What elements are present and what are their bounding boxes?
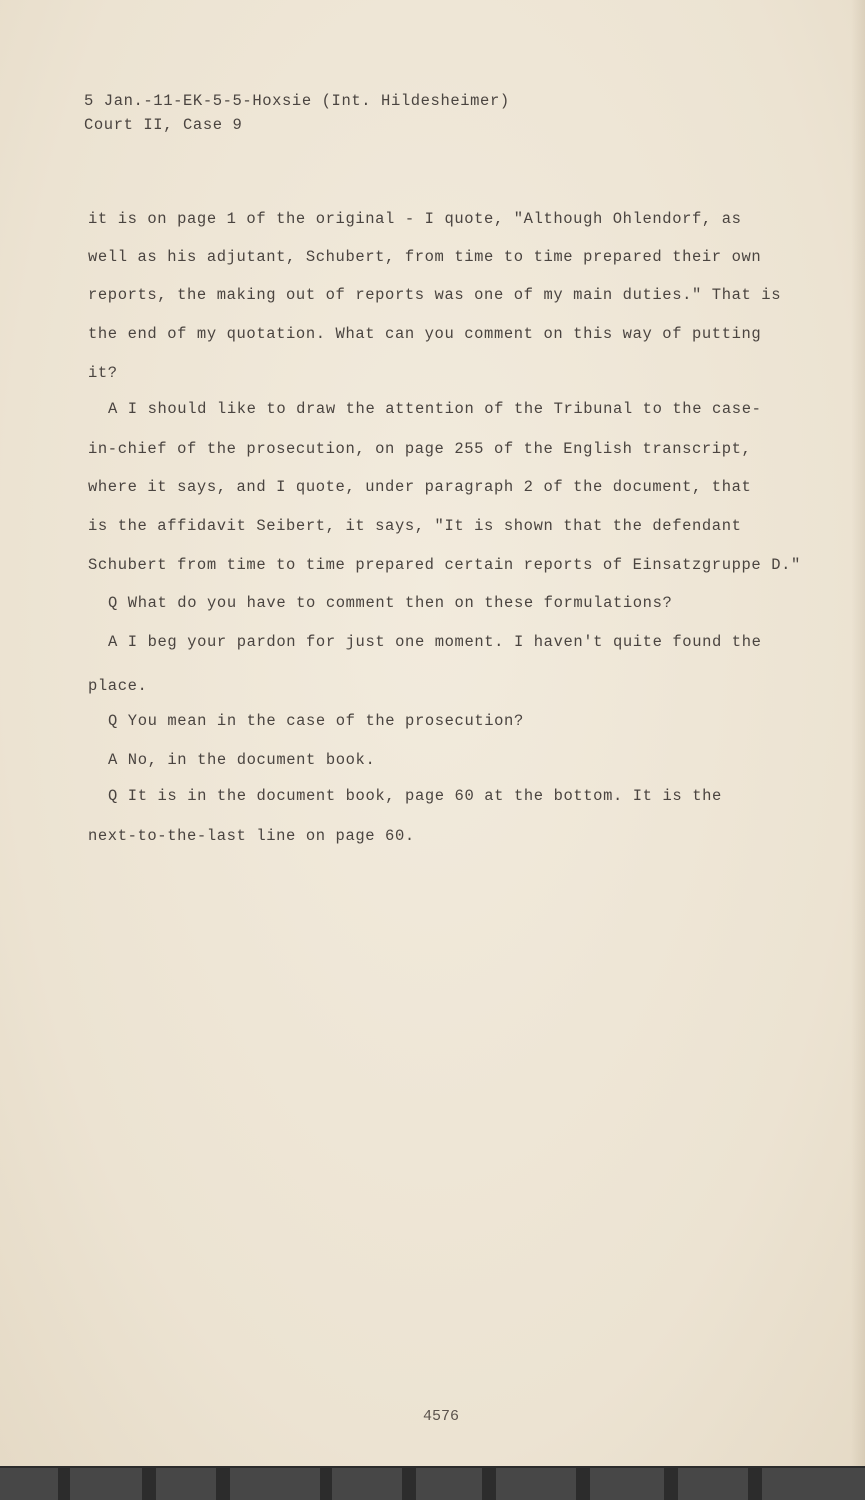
text-line: Q You mean in the case of the prosecution? [108, 712, 524, 730]
header-case-line: 5 Jan.-11-EK-5-5-Hoxsie (Int. Hildesheimer) [84, 92, 510, 110]
film-frame [678, 1468, 748, 1500]
film-frame [156, 1468, 216, 1500]
text-line: place. [88, 677, 148, 695]
film-frame [230, 1468, 320, 1500]
film-frame [496, 1468, 576, 1500]
header-court-line: Court II, Case 9 [84, 116, 243, 134]
film-frame [0, 1468, 58, 1500]
film-frame [70, 1468, 142, 1500]
page-number: 4576 [423, 1408, 460, 1425]
film-frame [762, 1468, 865, 1500]
text-line: Q What do you have to comment then on these formulations? [108, 594, 673, 612]
text-line: is the affidavit Seibert, it says, "It is shown that the defendant [88, 517, 742, 535]
text-line: next-to-the-last line on page 60. [88, 827, 415, 845]
film-frame [332, 1468, 402, 1500]
text-line: where it says, and I quote, under paragraph 2 of the document, that [88, 478, 752, 496]
text-line: well as his adjutant, Schubert, from time to time prepared their own [88, 248, 762, 266]
text-line: in-chief of the prosecution, on page 255 of the English transcript, [88, 440, 752, 458]
microfilm-strip [0, 1466, 865, 1500]
text-line: A I should like to draw the attention of the Tribunal to the case- [108, 400, 762, 418]
text-line: Schubert from time to time prepared certain reports of Einsatzgruppe D." [88, 556, 801, 574]
text-line: A No, in the document book. [108, 751, 376, 769]
page-edge-shadow [851, 0, 865, 1466]
text-line: reports, the making out of reports was one of my main duties." That is [88, 286, 782, 304]
film-frame [590, 1468, 664, 1500]
text-line: it? [88, 364, 118, 382]
text-line: A I beg your pardon for just one moment. I haven't quite found the [108, 633, 762, 651]
text-line: the end of my quotation. What can you comment on this way of putting [88, 325, 762, 343]
text-line: it is on page 1 of the original - I quote, "Although Ohlendorf, as [88, 210, 742, 228]
text-line: Q It is in the document book, page 60 at the bottom. It is the [108, 787, 722, 805]
film-frame [416, 1468, 482, 1500]
